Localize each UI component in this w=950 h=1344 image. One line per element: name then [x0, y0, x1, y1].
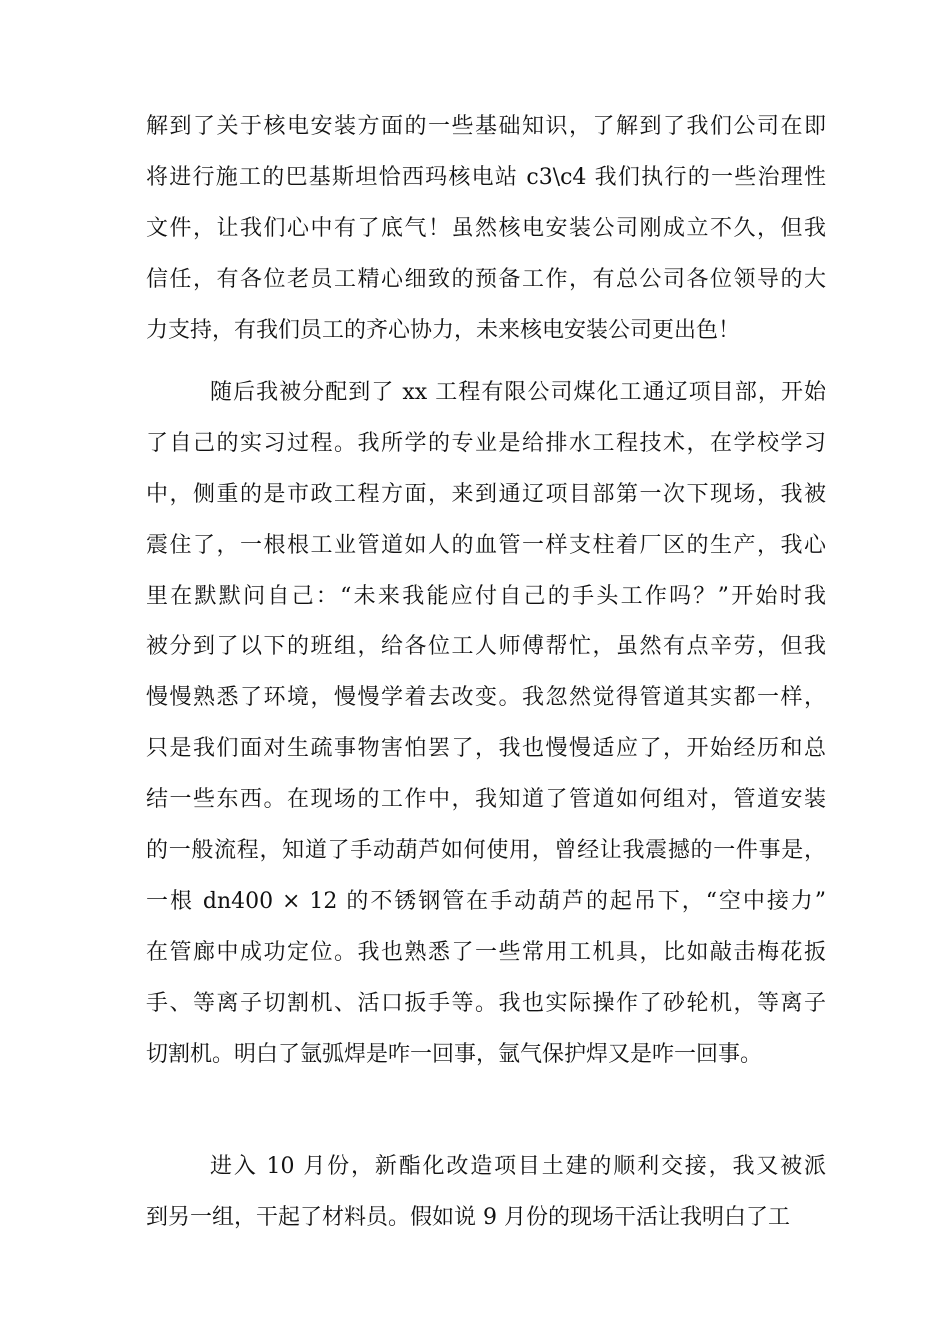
text-line: 文件，让我们心中有了底气！虽然核电安装公司刚成立不久，但我 — [146, 215, 826, 241]
text-line: 信任，有各位老员工精心细致的预备工作，有总公司各位领导的大 — [146, 266, 826, 292]
text-line: 了自己的实习过程。我所学的专业是给排水工程技术，在学校学习 — [146, 430, 826, 456]
text-line: 到另一组，干起了材料员。假如说 9 月份的现场干活让我明白了工 — [146, 1204, 790, 1230]
text-line: 力支持，有我们员工的齐心协力，未来核电安装公司更出色！ — [146, 317, 741, 343]
text-line: 在管廊中成功定位。我也熟悉了一些常用工机具，比如敲击梅花扳 — [146, 939, 826, 965]
text-line: 一根 dn400 × 12 的不锈钢管在手动葫芦的起吊下，“空中接力” — [146, 888, 826, 914]
paragraph-2 — [146, 368, 826, 1080]
text-line: 切割机。明白了氩弧焊是咋一回事，氩气保护焊又是咋一回事。 — [146, 1041, 763, 1067]
text-line: 只是我们面对生疏事物害怕罢了，我也慢慢适应了，开始经历和总 — [146, 736, 826, 762]
paragraph-1 — [146, 102, 826, 356]
text-line: 里在默默问自己：“未来我能应付自己的手头工作吗？”开始时我 — [146, 583, 826, 609]
text-line: 随后我被分配到了 xx 工程有限公司煤化工通辽项目部，开始 — [210, 380, 826, 405]
text-line: 的一般流程，知道了手动葫芦如何使用，曾经让我震撼的一件事是， — [146, 838, 826, 864]
text-line: 慢慢熟悉了环境，慢慢学着去改变。我忽然觉得管道其实都一样， — [146, 685, 826, 711]
text-line: 中，侧重的是市政工程方面，来到通辽项目部第一次下现场，我被 — [146, 481, 826, 507]
text-line: 震住了，一根根工业管道如人的血管一样支柱着厂区的生产，我心 — [146, 532, 826, 558]
text-line: 手、等离子切割机、活口扳手等。我也实际操作了砂轮机，等离子 — [146, 990, 826, 1016]
paragraph-3 — [146, 1142, 826, 1244]
text-line: 被分到了以下的班组，给各位工人师傅帮忙，虽然有点辛劳，但我 — [146, 634, 826, 660]
text-line: 解到了关于核电安装方面的一些基础知识，了解到了我们公司在即 — [146, 114, 826, 139]
text-line: 将进行施工的巴基斯坦恰西玛核电站 c3\c4 我们执行的一些治理性 — [146, 164, 826, 190]
text-line: 结一些东西。在现场的工作中，我知道了管道如何组对，管道安装 — [146, 787, 826, 813]
text-line: 进入 10 月份，新酯化改造项目土建的顺利交接，我又被派 — [210, 1154, 826, 1179]
